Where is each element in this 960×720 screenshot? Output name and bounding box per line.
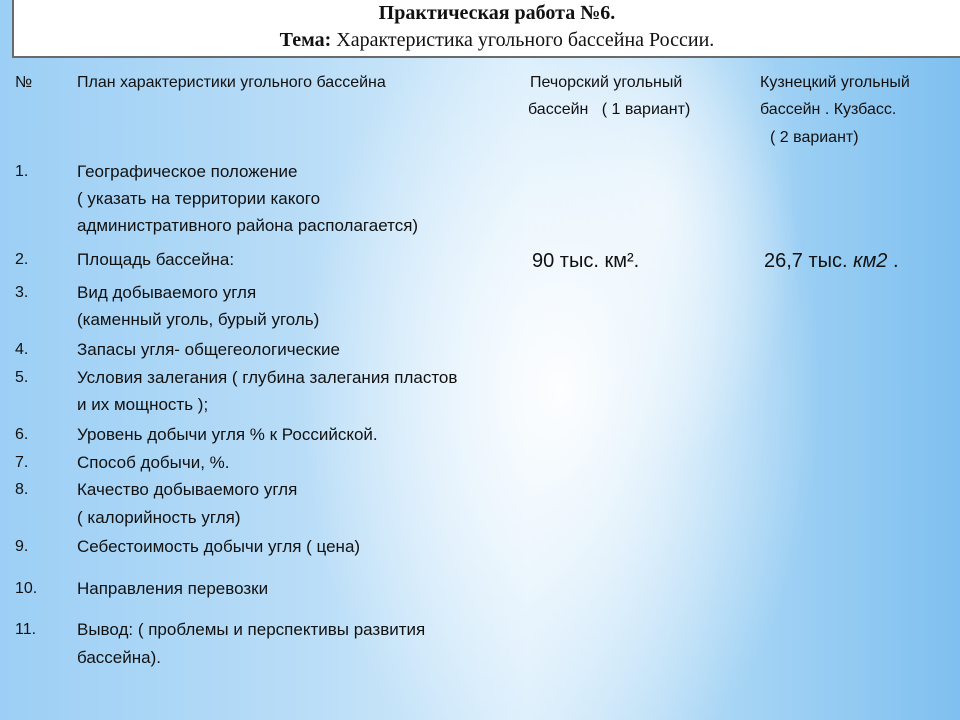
page-title: Практическая работа №6. <box>378 2 616 24</box>
row-9-line-1: Себестоимость добычи угля ( цена) <box>77 537 361 556</box>
title-banner <box>12 0 960 58</box>
row-1-line-2: ( указать на территории какого <box>77 189 321 208</box>
row-8-line-1: Качество добываемого угля <box>77 480 298 499</box>
column-header-plan: План характеристики угольного бассейна <box>77 74 386 91</box>
row-11-line-2: бассейна). <box>77 648 161 667</box>
row-8-num: 8. <box>15 481 29 498</box>
row-10-line-1: Направления перевозки <box>77 579 269 598</box>
row-3-line-1: Вид добываемого угля <box>77 283 257 302</box>
row-7-num: 7. <box>15 454 29 471</box>
row-1-line-3: административного района располагается) <box>77 216 419 235</box>
page-topic <box>14 29 960 52</box>
column-header-kuzbass-line3: ( 2 вариант) <box>770 129 859 146</box>
row-3-num: 3. <box>15 284 29 301</box>
row-2-line-1: Площадь бассейна: <box>77 250 235 269</box>
row-5-line-1: Условия залегания ( глубина залегания пластов <box>77 368 458 387</box>
column-header-pechora-line2: бассейн ( 1 вариант) <box>528 101 691 118</box>
row-6-line-1: Уровень добычи угля % к Российской. <box>77 425 378 444</box>
row-1-num: 1. <box>15 163 29 180</box>
row-5-num: 5. <box>15 369 29 386</box>
row-5-line-2: и их мощность ); <box>77 395 209 414</box>
row-1-line-1: Географическое положение <box>77 162 298 181</box>
kuzbass-area-value <box>764 250 899 273</box>
pechora-area-value: 90 тыс. км². <box>532 250 640 272</box>
row-3-line-2: (каменный уголь, бурый уголь) <box>77 310 320 329</box>
column-header-kuzbass-line2: бассейн . Кузбасс. <box>760 101 897 118</box>
row-4-line-1: Запасы угля- общегеологические <box>77 340 340 359</box>
kuzbass-area-number: 26,7 тыс. <box>764 250 848 272</box>
row-4-num: 4. <box>15 341 29 358</box>
row-10-num: 10. <box>15 580 38 597</box>
row-8-line-2: ( калорийность угля) <box>77 508 241 527</box>
row-2-num: 2. <box>15 251 29 268</box>
row-9-num: 9. <box>15 538 29 555</box>
kuzbass-area-unit: км2 <box>853 250 888 272</box>
row-6-num: 6. <box>15 426 29 443</box>
topic-label: Тема: <box>279 29 332 51</box>
kuzbass-area-end: . <box>892 250 899 272</box>
topic-text: Характеристика угольного бассейна России. <box>336 29 715 51</box>
column-header-kuzbass-line1: Кузнецкий угольный <box>760 74 910 91</box>
row-11-num: 11. <box>15 621 37 638</box>
column-header-num: № <box>15 74 33 91</box>
row-7-line-1: Способ добычи, %. <box>77 453 230 472</box>
column-header-pechora-line1: Печорский угольный <box>530 74 683 91</box>
row-11-line-1: Вывод: ( проблемы и перспективы развития <box>77 620 426 639</box>
